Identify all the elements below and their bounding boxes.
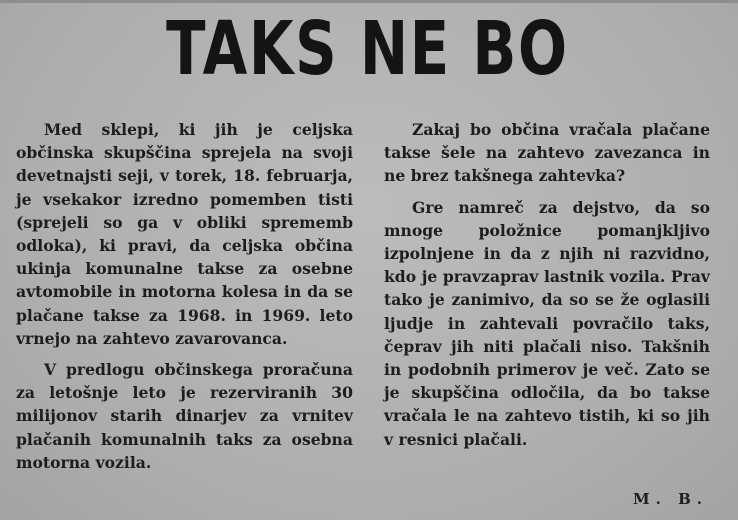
right-paragraph-1: Zakaj bo občina vračala plačane takse šele na zahtevo zavezanca in ne brez takšnega zahtevka? [384,120,710,186]
left-column [16,118,353,482]
left-paragraph-2: V predlogu občinskega proračuna za letošnje leto je rezerviranih 30 milijonov starih dinarjev za vrnitev plačanih komunalnih taks za osebna motorna vozila. [16,360,353,472]
right-column [384,118,710,459]
article-headline: TAKS NE BO [166,6,569,92]
author-signature: M. B. [633,490,708,508]
right-paragraph-2: Gre namreč za dejstvo, da so mnoge položnice pomanjkljivo izpolnjene in da z njih ni razvidno, kdo je pravzaprav lastnik vozila. Prav tako je zanimivo, da so se že oglasili ljudje in zahtevali povračilo taks, čeprav jih niti plačali niso. Takšnih in podobnih primerov je več. Zato se je skupščina odločila, da bo takse vračala le na zahtevo tistih, ki so jih v resnici plačali. [384,197,710,449]
left-paragraph-1: Med sklepi, ki jih je celjska občinska skupščina sprejela na svoji devetnajsti seji, v torek, 18. februarja, je vsekakor izredno pomemben tisti (sprejeli so ga v obliki sprememb odloka), ki pravi, da celjska občina ukinja komunalne takse za osebne avtomobile in motorna kolesa in da se plačane takse za 1968. in 1969. leto vrnejo na zahtevo zavarovanca. [16,120,353,348]
clipping-top-edge [0,0,738,3]
